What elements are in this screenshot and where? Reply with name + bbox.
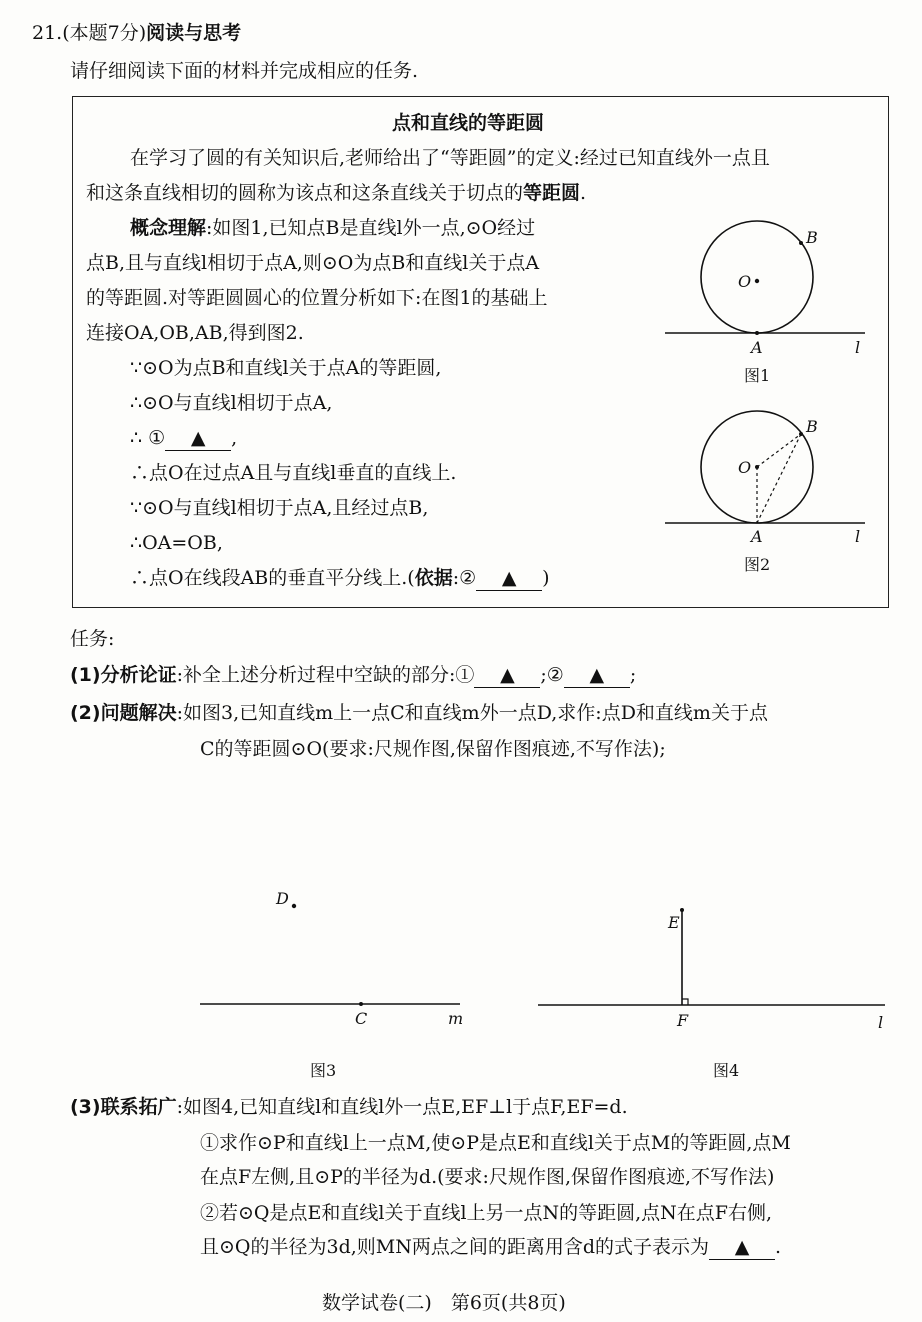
task-2-label: (2)问题解决	[70, 702, 177, 724]
concept-line-3: 的等距圆.对等距圆圆心的位置分析如下:在图1的基础上	[86, 287, 548, 309]
fig4-point-E	[680, 908, 684, 912]
reasoning-step-6: ∴OA=OB,	[130, 532, 223, 554]
concept-label: 概念理解	[130, 217, 207, 239]
figure-1	[665, 221, 865, 385]
fig4-label-l: l	[878, 1013, 884, 1032]
task-3-text-1: :如图4,已知直线l和直线l外一点E,EF⊥l于点F,EF=d.	[176, 1096, 628, 1118]
fig1-caption: 图1	[744, 366, 771, 385]
fig2-label-B: B	[806, 417, 818, 436]
task-2-line-1	[70, 702, 768, 725]
task-1-blank-2: ▲	[564, 664, 630, 688]
task-1-blank-1: ▲	[474, 664, 540, 688]
task-3-line-3: 在点F左侧,且⊙P的半径为d.(要求:尺规作图,保留作图痕迹,不写作法)	[200, 1166, 775, 1188]
definition-line-1: 在学习了圆的有关知识后,老师给出了“等距圆”的定义:经过已知直线外一点且	[130, 147, 770, 169]
reasoning-step-4: ∴点O在过点A且与直线l垂直的直线上.	[130, 462, 457, 484]
fig4-label-E: E	[668, 913, 680, 932]
blank-1: ▲	[165, 427, 231, 451]
fig3-label-m: m	[448, 1009, 464, 1028]
step7-mid: :②	[452, 567, 477, 589]
definition-term: 等距圆	[523, 182, 581, 204]
fig3-label-D: D	[276, 889, 289, 908]
fig3-point-C	[359, 1002, 363, 1006]
question-score: (本题7分)	[62, 22, 147, 44]
figures-1-2	[0, 0, 922, 610]
definition-text: 和这条直线相切的圆称为该点和这条直线关于切点的	[86, 182, 524, 204]
reasoning-step-5: ∵⊙O与直线l相切于点A,且经过点B,	[130, 497, 429, 519]
fig2-label-l: l	[855, 527, 861, 546]
task-3-text-5: 且⊙Q的半径为3d,则MN两点之间的距离用含d的式子表示为	[200, 1236, 710, 1258]
fig2-segment-OB	[757, 434, 801, 467]
task-3-line-5	[200, 1236, 781, 1260]
fig4-caption: 图4	[713, 1061, 740, 1080]
fig1-label-B: B	[806, 228, 818, 247]
task-1-text: :补全上述分析过程中空缺的部分:①	[176, 664, 475, 686]
fig2-label-A: A	[751, 527, 763, 546]
concept-line-4: 连接OA,OB,AB,得到图2.	[86, 322, 304, 344]
fig4-right-angle	[682, 999, 688, 1005]
task-2-line-2: C的等距圆⊙O(要求:尺规作图,保留作图痕迹,不写作法);	[200, 738, 666, 760]
task-1-label: (1)分析论证	[70, 664, 177, 686]
fig1-point-A	[755, 331, 759, 335]
step3-text: ∴ ①	[130, 427, 166, 449]
question-number: 21.	[32, 22, 63, 44]
fig4-label-F: F	[677, 1011, 689, 1030]
fig3-point-D	[292, 904, 296, 908]
step7-basis: 依据	[414, 567, 453, 589]
task-3-label: (3)联系拓广	[70, 1096, 177, 1118]
fig1-label-A: A	[751, 338, 763, 357]
fig1-label-O: O	[738, 272, 752, 291]
fig2-point-O	[755, 465, 759, 469]
task-1-sep: ;②	[540, 664, 564, 686]
fig2-label-O: O	[738, 458, 752, 477]
step7-text: ∴点O在线段AB的垂直平分线上.(	[130, 567, 415, 589]
reasoning-step-2: ∴⊙O与直线l相切于点A,	[130, 392, 333, 414]
concept-line-2: 点B,且与直线l相切于点A,则⊙O为点B和直线l关于点A	[86, 252, 540, 274]
figures-3-4	[0, 880, 922, 1090]
blank-2: ▲	[476, 567, 542, 591]
step3-end: ,	[231, 427, 238, 449]
fig1-label-l: l	[855, 338, 861, 357]
fig3-label-C: C	[355, 1009, 368, 1028]
question-title: 阅读与思考	[146, 22, 242, 44]
figure-4	[538, 908, 885, 1080]
task-2-text-1: :如图3,已知直线m上一点C和直线m外一点D,求作:点D和直线m关于点	[176, 702, 768, 724]
fig1-point-O	[755, 279, 759, 283]
step7-end: )	[542, 567, 550, 589]
figure-3	[200, 889, 463, 1080]
fig2-point-B	[799, 432, 803, 436]
question-intro: 请仔细阅读下面的材料并完成相应的任务.	[70, 60, 419, 82]
concept-text-1: :如图1,已知点B是直线l外一点,⊙O经过	[206, 217, 536, 239]
definition-end: .	[580, 182, 587, 204]
tasks-label: 任务:	[70, 628, 115, 650]
fig1-point-B	[799, 241, 803, 245]
task-3-blank: ▲	[709, 1236, 775, 1260]
task-1	[70, 664, 636, 688]
figure-2	[665, 411, 865, 574]
task-3-line-2: ①求作⊙P和直线l上一点M,使⊙P是点E和直线l关于点M的等距圆,点M	[200, 1132, 791, 1154]
fig3-caption: 图3	[310, 1061, 337, 1080]
fig2-caption: 图2	[744, 555, 771, 574]
task-3-line-1	[70, 1096, 628, 1119]
task-3-line-4: ②若⊙Q是点E和直线l关于直线l上另一点N的等距圆,点N在点F右侧,	[200, 1202, 773, 1224]
task-3-end: .	[775, 1236, 782, 1258]
task-1-end: ;	[629, 664, 637, 686]
fig1-circle	[701, 221, 813, 333]
reasoning-step-1: ∵⊙O为点B和直线l关于点A的等距圆,	[130, 357, 442, 379]
page-footer: 数学试卷(二) 第6页(共8页)	[322, 1292, 566, 1314]
material-heading: 点和直线的等距圆	[392, 112, 545, 134]
